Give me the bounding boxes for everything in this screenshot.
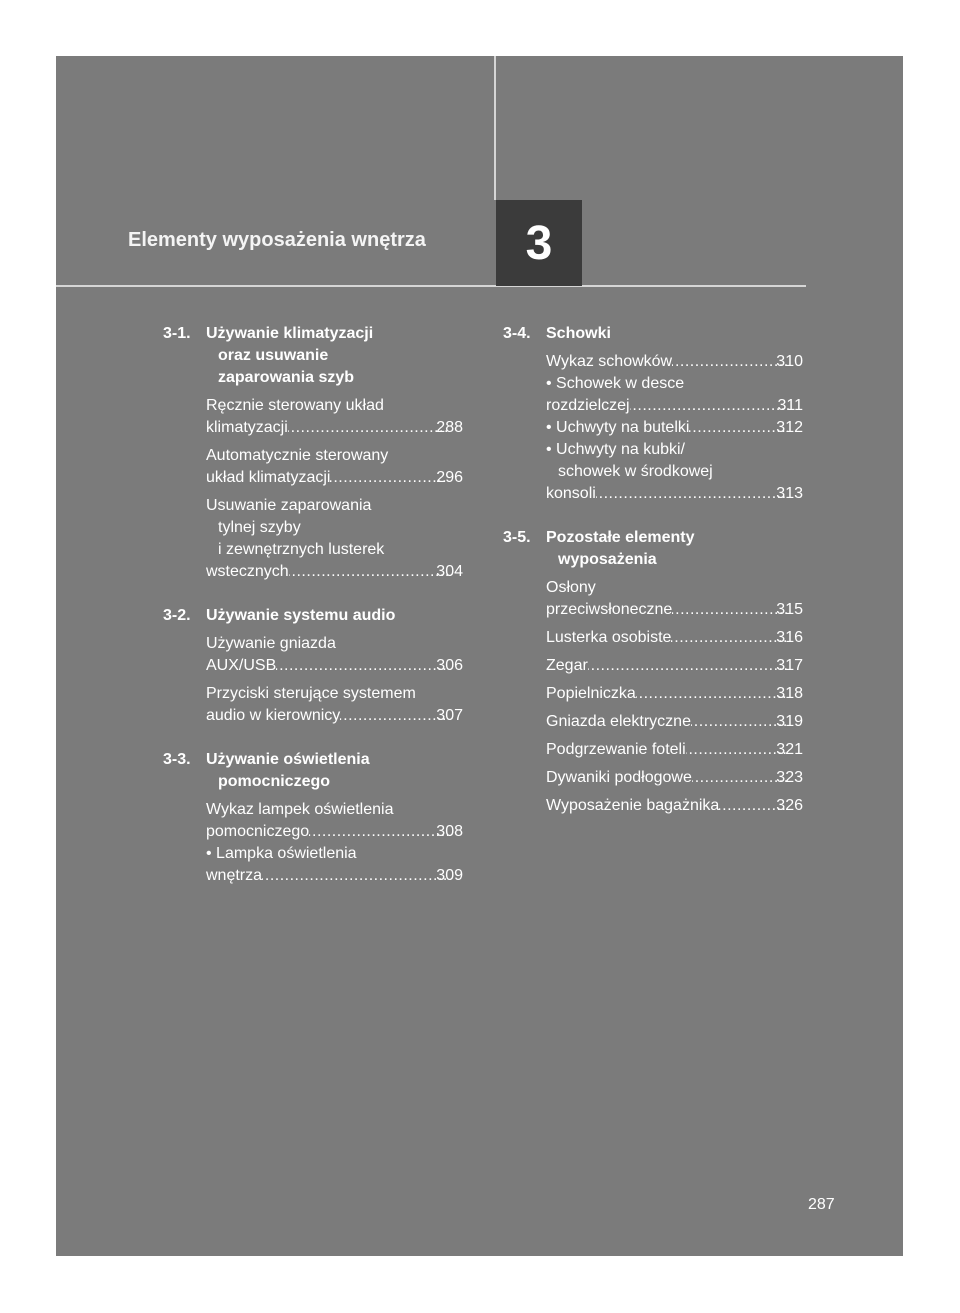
toc-entry[interactable] — [546, 417, 803, 439]
dot-leader — [330, 467, 448, 489]
entry-label: Zegar — [546, 657, 588, 674]
entry-leader-line — [546, 655, 803, 677]
dot-leader — [288, 417, 449, 439]
entry-page-number: 306 — [436, 657, 463, 674]
section-title: Używanie systemu audio — [206, 607, 396, 624]
entry-leader-line — [546, 627, 803, 649]
chapter-title: Elementy wyposażenia wnętrza — [128, 229, 426, 251]
section-number: 3-3. — [163, 751, 191, 768]
dot-leader — [636, 683, 788, 705]
section-heading — [503, 527, 803, 571]
vertical-divider — [494, 56, 496, 200]
entry-page-number: 321 — [776, 741, 803, 758]
entry-leader-line — [546, 483, 803, 505]
dot-leader — [672, 599, 788, 621]
entry-text: • Uchwyty na kubki/ schowek w środkowej — [546, 441, 713, 480]
dot-leader — [692, 767, 788, 789]
entry-leader-line — [546, 599, 803, 621]
dot-leader — [588, 655, 789, 677]
entry-label: układ klimatyzacji — [206, 469, 331, 486]
entry-text: Usuwanie zaparowania tylnej szyby i zewnętrznych lusterek — [206, 497, 385, 558]
entry-leader-line — [546, 739, 803, 761]
entry-label: AUX/USB — [206, 657, 277, 674]
toc-entry[interactable] — [546, 767, 803, 789]
toc-entry[interactable] — [546, 351, 803, 373]
entry-leader-line — [546, 395, 803, 417]
entry-page-number: 318 — [776, 685, 803, 702]
section-heading — [163, 749, 463, 793]
entry-page-number: 316 — [776, 629, 803, 646]
entry-page-number: 310 — [776, 353, 803, 370]
entry-text: Używanie gniazda — [206, 635, 336, 652]
entry-label: Gniazda elektryczne — [546, 713, 691, 730]
section-title: Używanie klimatyzacji oraz usuwanie zaparowania szyb — [206, 325, 374, 386]
dot-leader — [630, 395, 790, 417]
dot-leader — [689, 417, 788, 439]
entry-label: Wykaz schowków — [546, 353, 673, 370]
entry-label: wnętrza — [206, 867, 263, 884]
entry-text: • Schowek w desce — [546, 375, 685, 392]
dot-leader — [262, 865, 448, 887]
dot-leader — [672, 351, 788, 373]
section-number: 3-1. — [163, 325, 191, 342]
entry-leader-line — [206, 467, 463, 489]
horizontal-divider — [56, 285, 806, 287]
entry-page-number: 307 — [436, 707, 463, 724]
entry-label: rozdzielczej — [546, 397, 630, 414]
entry-label: Popielniczka — [546, 685, 636, 702]
section-title: Pozostałe elementy wyposażenia — [546, 529, 695, 568]
entry-label: przeciwsłoneczne — [546, 601, 673, 618]
toc-entry[interactable] — [206, 445, 463, 489]
entry-label: audio w kierownicy — [206, 707, 341, 724]
entry-leader-line — [206, 821, 463, 843]
toc-entry[interactable] — [206, 395, 463, 439]
entry-label: wstecznych — [206, 563, 289, 580]
entry-label: Podgrzewanie foteli — [546, 741, 686, 758]
entry-page-number: 323 — [776, 769, 803, 786]
section-number: 3-5. — [503, 529, 531, 546]
dot-leader — [691, 711, 788, 733]
toc-column-right — [503, 323, 803, 839]
toc-entry[interactable] — [206, 843, 463, 887]
entry-leader-line — [206, 655, 463, 677]
entry-text: Przyciski sterujące systemem — [206, 685, 416, 702]
entry-leader-line — [546, 795, 803, 817]
section-number: 3-2. — [163, 607, 191, 624]
dot-leader — [596, 483, 788, 505]
toc-entry[interactable] — [546, 711, 803, 733]
entry-page-number: 296 — [436, 469, 463, 486]
entry-label: • Uchwyty na butelki — [546, 419, 690, 436]
entry-page-number: 304 — [436, 563, 463, 580]
toc-section — [163, 749, 463, 887]
section-title: Używanie oświetlenia pomocniczego — [206, 751, 370, 790]
entry-text: Ręcznie sterowany układ — [206, 397, 384, 414]
toc-entry[interactable] — [206, 799, 463, 843]
entry-label: Lusterka osobiste — [546, 629, 672, 646]
entry-page-number: 326 — [776, 797, 803, 814]
entry-label: Wyposażenie bagażnika — [546, 797, 720, 814]
entry-label: konsoli — [546, 485, 596, 502]
dot-leader — [276, 655, 448, 677]
toc-entry[interactable] — [206, 495, 463, 583]
entry-page-number: 317 — [776, 657, 803, 674]
entry-page-number: 309 — [436, 867, 463, 884]
toc-section — [503, 527, 803, 817]
toc-entry[interactable] — [546, 373, 803, 417]
toc-entry[interactable] — [546, 655, 803, 677]
toc-entry[interactable] — [206, 633, 463, 677]
chapter-number-box — [496, 200, 582, 286]
toc-entry[interactable] — [546, 683, 803, 705]
entry-label: klimatyzacji — [206, 419, 288, 436]
toc-entry[interactable] — [546, 795, 803, 817]
section-heading — [163, 323, 463, 389]
entry-leader-line — [206, 417, 463, 439]
section-number: 3-4. — [503, 325, 531, 342]
entry-leader-line — [206, 705, 463, 727]
entry-text: Automatycznie sterowany — [206, 447, 389, 464]
entry-text: Osłony — [546, 579, 596, 596]
entry-label: Dywaniki podłogowe — [546, 769, 692, 786]
entry-text: Wykaz lampek oświetlenia — [206, 801, 394, 818]
entry-page-number: 308 — [436, 823, 463, 840]
entry-leader-line — [206, 561, 463, 583]
entry-label: pomocniczego — [206, 823, 310, 840]
toc-entry[interactable] — [206, 683, 463, 727]
chapter-number: 3 — [525, 216, 553, 270]
toc-entry[interactable] — [546, 439, 803, 505]
dot-leader — [309, 821, 448, 843]
entry-leader-line — [546, 711, 803, 733]
entry-leader-line — [546, 351, 803, 373]
entry-page-number: 288 — [436, 419, 463, 436]
toc-section — [163, 323, 463, 583]
entry-page-number: 312 — [776, 419, 803, 436]
entry-page-number: 319 — [776, 713, 803, 730]
entry-leader-line — [546, 417, 803, 439]
entry-leader-line — [546, 767, 803, 789]
entry-leader-line — [546, 683, 803, 705]
entry-page-number: 313 — [776, 485, 803, 502]
toc-entry[interactable] — [546, 739, 803, 761]
dot-leader — [671, 627, 788, 649]
toc-entry[interactable] — [546, 577, 803, 621]
toc-section — [163, 605, 463, 727]
section-heading — [163, 605, 463, 627]
toc-section — [503, 323, 803, 505]
section-title: Schowki — [546, 325, 611, 342]
dot-leader — [340, 705, 448, 727]
page-number: 287 — [808, 1196, 835, 1213]
dot-leader — [289, 561, 449, 583]
entry-page-number: 311 — [777, 397, 803, 414]
entry-text: • Lampka oświetlenia — [206, 845, 357, 862]
dot-leader — [686, 739, 789, 761]
section-heading — [503, 323, 803, 345]
toc-column-left — [163, 323, 463, 909]
entry-leader-line — [206, 865, 463, 887]
entry-page-number: 315 — [776, 601, 803, 618]
toc-entry[interactable] — [546, 627, 803, 649]
